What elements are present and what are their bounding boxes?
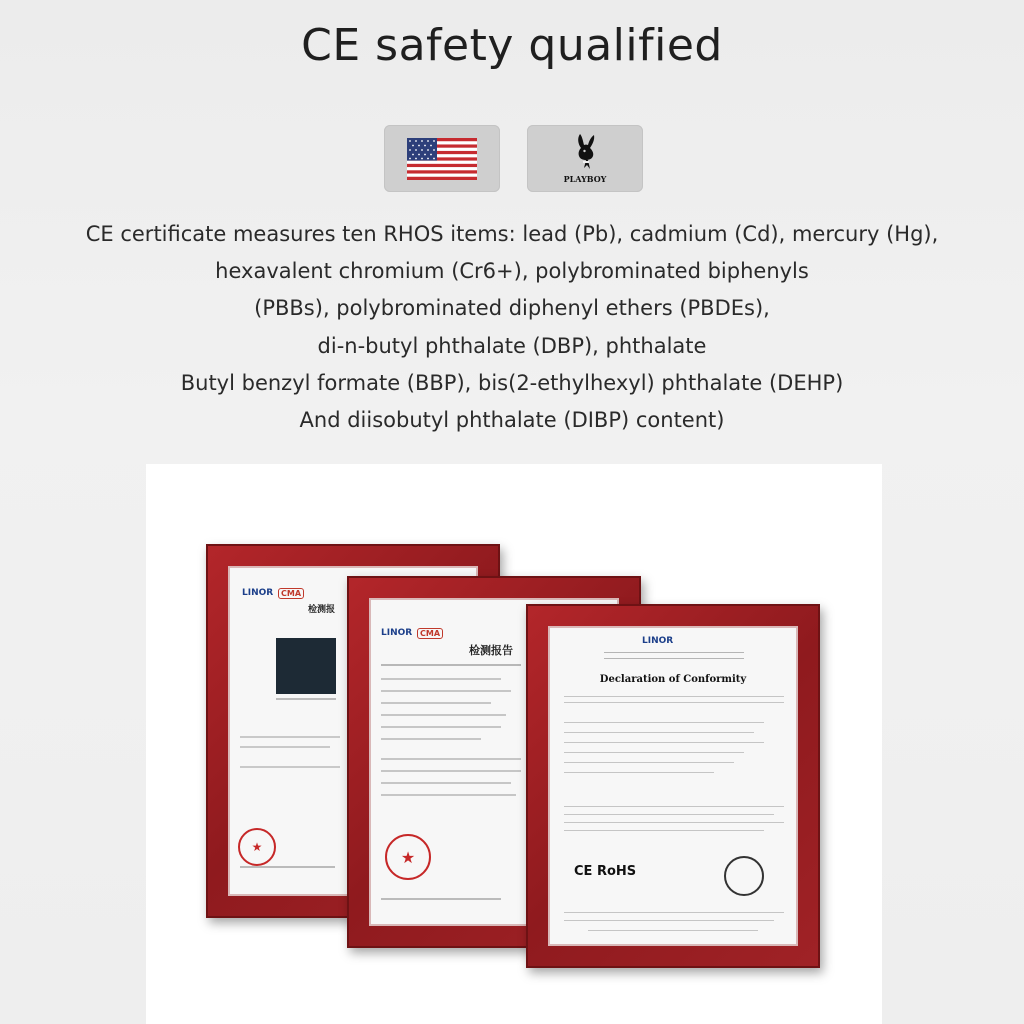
description-line: Butyl benzyl formate (BBP), bis(2-ethylhexyl) phthalate (DEHP)	[180, 370, 844, 395]
playboy-wordmark: PLAYBOY	[563, 174, 607, 184]
playboy-bunny-icon	[574, 132, 598, 170]
us-flag-icon	[407, 138, 477, 180]
linor-logo: LINOR	[381, 628, 413, 638]
description-line: di-n-butyl phthalate (DBP), phthalate	[317, 333, 707, 358]
red-stamp: ★	[238, 828, 276, 866]
certificate-frame-3	[526, 604, 820, 968]
description-line: hexavalent chromium (Cr6+), polybrominated biphenyls	[215, 259, 809, 284]
page-title: CE safety qualified	[301, 20, 723, 71]
red-stamp: ★	[385, 834, 431, 880]
document-heading: Declaration of Conformity	[599, 674, 747, 685]
cma-mark: CMA	[278, 588, 304, 599]
certification-seal	[724, 856, 764, 896]
linor-logo: LINOR	[642, 636, 674, 646]
certificate-sheet	[548, 626, 798, 946]
report-title: 检测报	[308, 605, 336, 615]
certificates-photo	[146, 464, 882, 1024]
description-line: (PBBs), polybrominated diphenyl ethers (PBDEs),	[254, 296, 770, 321]
cma-mark: CMA	[417, 628, 443, 639]
description-line: CE certificate measures ten RHOS items: lead (Pb), cadmium (Cd), mercury (Hg),	[85, 222, 939, 246]
description-line: And diisobutyl phthalate (DIBP) content)	[299, 408, 725, 433]
product-photo	[276, 638, 336, 694]
linor-logo: LINOR	[242, 588, 274, 598]
us-flag-badge	[384, 125, 500, 192]
description	[0, 216, 1024, 439]
ce-rohs-mark: CE RoHS	[574, 864, 637, 879]
playboy-badge	[527, 125, 643, 192]
report-title: 检测报告	[469, 644, 513, 657]
